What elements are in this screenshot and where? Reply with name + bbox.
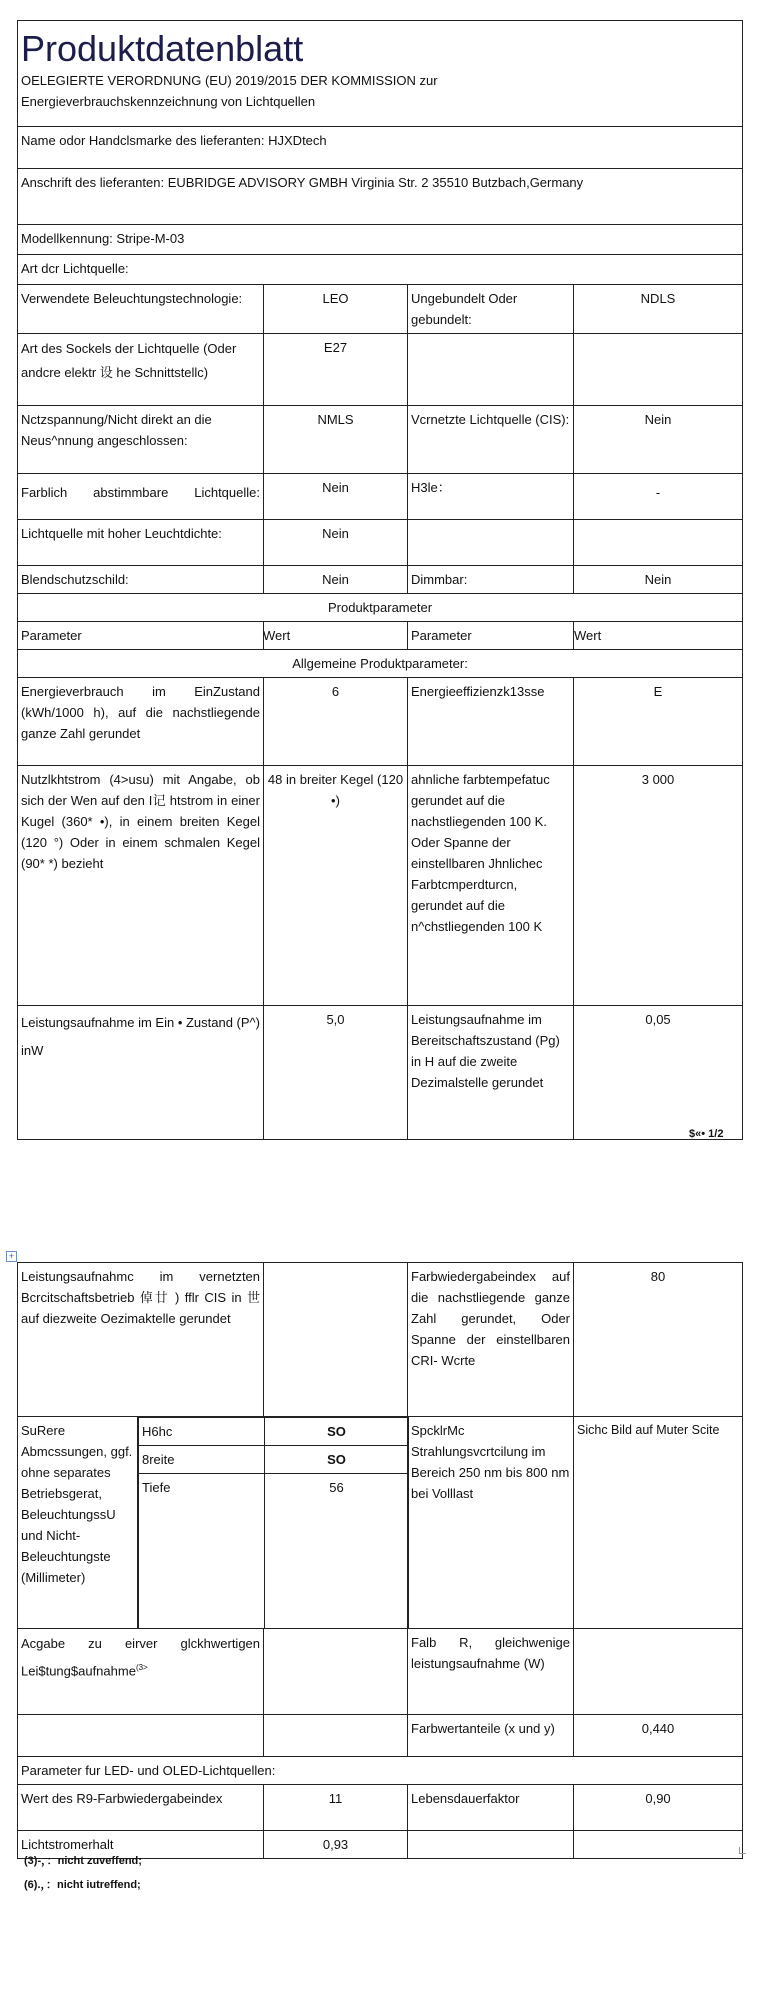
h3le-label: H3le：: [408, 474, 574, 520]
cri-value: 80: [574, 1263, 743, 1417]
supplier-address-row: Anschrift des lieferanten: EUBRIDGE ADVISORY GMBH Virginia Str. 2 35510 Butzbach,Germany: [18, 169, 743, 225]
high-luminance-label: Lichtquelle mit hoher Leuchtdichte:: [18, 520, 264, 566]
empty-cell: [408, 334, 574, 406]
regulation-line-2: Energieverbrauchskennzeichnung von Lichtquellen: [21, 94, 316, 109]
r9-label: Wert des R9-Farbwiedergabeindex: [18, 1785, 264, 1831]
cis-value: Nein: [574, 406, 743, 474]
cct-value: 3 000: [574, 766, 743, 1006]
supplier-name-row: Name odor Handclsmarke des lieferanten: HJXDtech: [18, 127, 743, 169]
empty-cell: [18, 1715, 264, 1757]
flux-maintenance-label: Lichtstromerhalt: [18, 1831, 264, 1859]
page-title: Produktdatenblatt: [21, 28, 304, 69]
energy-consumption-label: Energieverbrauch im EinZustand (kWh/1000 h), auf die nachstliegende ganze Zahl gerundet: [18, 678, 264, 766]
table-move-handle-icon[interactable]: +: [6, 1251, 17, 1262]
page-2: [17, 1262, 742, 1859]
dimmable-value: Nein: [574, 566, 743, 594]
general-params-header: Allgemeine Produktparameter:: [18, 650, 743, 678]
technology-label: Verwendete Beleuchtungstechnologie:: [18, 285, 264, 334]
dimmable-label: Dimmbar:: [408, 566, 574, 594]
product-params-header: Produktparameter: [18, 594, 743, 622]
chromaticity-value: 0,440: [574, 1715, 743, 1757]
equivalent-power-value: [264, 1629, 408, 1715]
networked-standby-value: [264, 1263, 408, 1417]
equivalent-power-label-text: Acgabe zu eirver glckhwertigen Lei$tung$aufnahme: [21, 1636, 261, 1679]
empty-cell: [574, 520, 743, 566]
datasheet-table-1: [17, 20, 743, 1140]
high-luminance-value: Nein: [264, 520, 408, 566]
led-params-header: Parameter fur LED- und OLED-Lichtquellen:: [18, 1757, 743, 1785]
page-1: [17, 20, 742, 1140]
on-mode-power-label: Leistungsaufnahme im Ein • Zustand (P^) inW: [18, 1006, 264, 1140]
param-column-header-2: [408, 622, 602, 650]
param-column-label-2: Parameter: [411, 628, 472, 643]
energy-consumption-value: 6: [264, 678, 408, 766]
model-row: Modellkennung: Stripe-M-03: [18, 225, 743, 255]
mains-label: Nctzspannung/Nicht direkt an die Neus^nnung angeschlossen:: [18, 406, 264, 474]
light-source-type-row: Art dcr Lichtquelle:: [18, 255, 743, 285]
networked-standby-label: Leistungsaufnahmc im vernetzten Bcrcitschaftsbetrieb 倬廿 ) fflr CIS in 世 auf diezweite Oezimaktelle gerundet: [18, 1263, 264, 1417]
luminous-flux-label: Nutzlkhtstrom (4>usu) mit Angabe, ob sich der Wen auf den I记 htstrom in einer Kugel (360* •), in einem breiten Kegel (120 °) Oder in einem schmalen Kegel (90* *) bezieht: [18, 766, 264, 1006]
technology-value: LEO: [264, 285, 408, 334]
height-label: H6hc: [139, 1418, 265, 1446]
cri-label: [408, 1263, 574, 1417]
dimensions-table: [138, 1417, 409, 1628]
empty-cell: [408, 1831, 574, 1859]
color-tunable-value: Nein: [264, 474, 408, 520]
standby-power-value: 0,05: [574, 1006, 743, 1140]
efficiency-class-label: Energieeffizienzk13sse: [408, 678, 574, 766]
lifetime-factor-value: 0,90: [574, 1785, 743, 1831]
standby-power-label: Leistungsaufnahme im Bereitschaftszustand (Pg) in H auf die zweite Dezimalstelle gerundet: [408, 1006, 574, 1140]
chromaticity-label: Farbwertanteile (x und y): [408, 1715, 574, 1757]
page-number: $«• 1/2: [689, 1128, 724, 1140]
socket-label: Art des Sockels der Lichtquelle (Oder andcre elektr 设 he Schnittstellc): [18, 334, 264, 406]
color-tunable-label: Farblich abstimmbare Lichtquelle:: [18, 474, 264, 520]
width-value: SO: [265, 1446, 409, 1474]
wert-column-header: Wert: [260, 622, 404, 650]
empty-cell: [264, 1715, 408, 1757]
falb-label: Falb R, gleichwenige leistungsaufnahme (W): [408, 1629, 574, 1715]
equivalent-power-label: [18, 1629, 264, 1715]
luminous-flux-value: 48 in breiter Kegel (120 •): [264, 766, 408, 1006]
cri-label-text: Farbwiedergabeindex auf die nachstliegende ganze Zahl gerundet, Oder Spanne der einstellbaren CRI- Wcrte: [411, 1269, 571, 1368]
bundled-label: Ungebundelt Oder gebundelt:: [408, 285, 574, 334]
flux-maintenance-value: 0,93: [264, 1831, 408, 1859]
empty-cell: [574, 334, 743, 406]
efficiency-class-value: E: [574, 678, 743, 766]
footnote-2: (6).，：nicht iutreffend;: [24, 1879, 141, 1891]
spectral-label: SpcklrMc Strahlungsvcrtcilung im Bereich 250 nm bis 800 nm bei Volllast: [408, 1417, 574, 1629]
falb-value: [574, 1629, 743, 1715]
width-label: 8reite: [139, 1446, 265, 1474]
socket-value: E27: [264, 334, 408, 406]
spectral-value: Sichc Bild auf Muter Scite: [574, 1417, 743, 1629]
equivalent-power-footnote: (3>: [135, 1663, 148, 1672]
height-value: SO: [265, 1418, 409, 1446]
r9-value: 11: [264, 1785, 408, 1831]
cis-label: Vcrnetzte Lichtquelle (CIS):: [408, 406, 574, 474]
glare-shield-label: Blendschutzschild:: [18, 566, 264, 594]
h3le-value: -: [574, 474, 743, 520]
wert-column-label-2: Wert: [574, 628, 602, 643]
datasheet-table-2: [17, 1262, 743, 1859]
table-resize-handle[interactable]: [739, 1847, 746, 1854]
mains-value: NMLS: [264, 406, 408, 474]
dimensions-label: SuRere Abmcssungen, ggf. ohne separates Betriebsgerat, BeleuchtungssU und Nicht-Beleuchtungste (Millimeter): [18, 1417, 138, 1629]
on-mode-power-value: 5,0: [264, 1006, 408, 1140]
param-column-header: Parameter: [18, 622, 264, 650]
dimensions-cell: [138, 1417, 408, 1629]
cct-label: ahnliche farbtempefatuc gerundet auf die nachstliegenden 100 K. Oder Spanne der einstellbaren Jhnlichec Farbtcmperdturcn, gerundet auf die n^chstliegenden 100 K: [408, 766, 574, 1006]
glare-shield-value: Nein: [264, 566, 408, 594]
empty-cell: [574, 1831, 743, 1859]
header-cell: [18, 21, 743, 127]
depth-label: Tiefe: [139, 1474, 265, 1629]
footnote-1: (3)-，：nicht zuveffend;: [24, 1855, 142, 1867]
bundled-value: NDLS: [574, 285, 743, 334]
empty-cell: [408, 520, 574, 566]
depth-value: 56: [265, 1474, 409, 1629]
regulation-line-1: OELEGIERTE VERORDNUNG (EU) 2019/2015 DER KOMMISSION zur: [21, 73, 438, 88]
lifetime-factor-label: Lebensdauerfaktor: [408, 1785, 574, 1831]
